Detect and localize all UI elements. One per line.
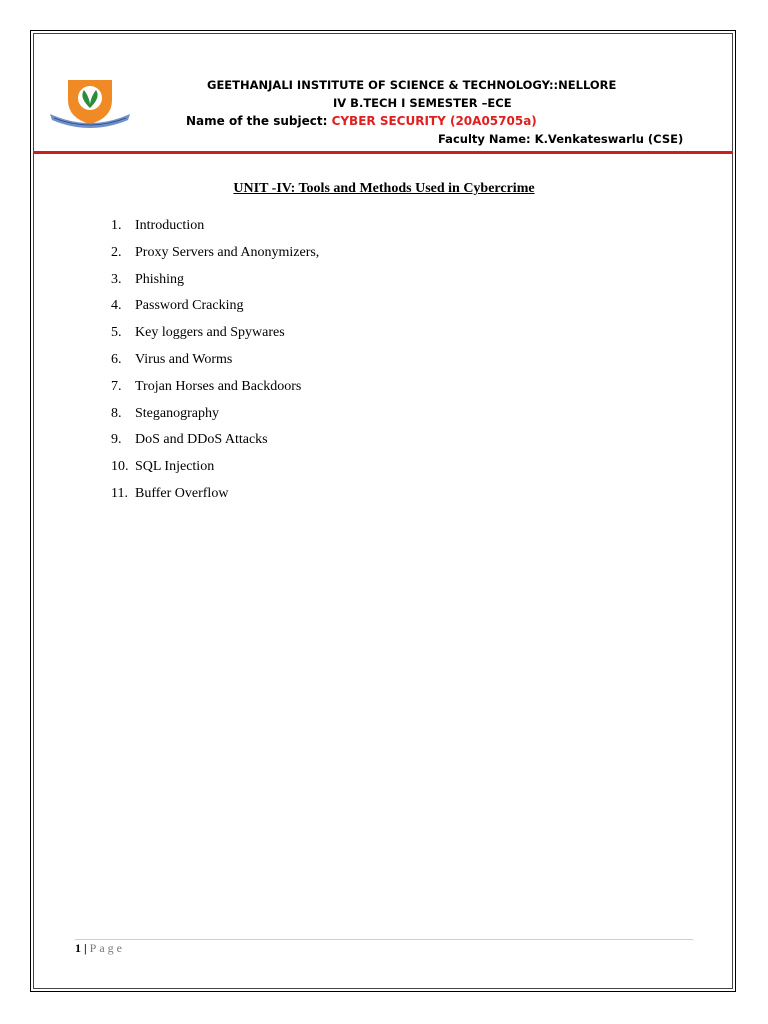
list-item [111, 324, 319, 351]
item-number: 5. [111, 325, 122, 341]
item-text: DoS and DDoS Attacks [135, 432, 268, 448]
item-text: Key loggers and Spywares [135, 325, 285, 341]
header-divider [33, 151, 733, 154]
item-text: Buffer Overflow [135, 485, 229, 501]
item-text: Virus and Worms [135, 351, 233, 367]
item-text: Steganography [135, 405, 219, 421]
page-footer [75, 941, 125, 956]
item-text: Password Cracking [135, 298, 244, 314]
item-number: 8. [111, 405, 122, 421]
topic-list [111, 217, 319, 512]
list-item [111, 297, 319, 324]
item-number: 3. [111, 271, 122, 287]
item-text: SQL Injection [135, 459, 215, 475]
list-item [111, 405, 319, 432]
item-number: 9. [111, 432, 122, 448]
subject-label: Name of the subject: [186, 114, 332, 128]
list-item [111, 378, 319, 405]
list-item [111, 217, 319, 244]
footer-divider [75, 939, 693, 940]
item-text: Trojan Horses and Backdoors [135, 378, 302, 394]
list-item [111, 431, 319, 458]
semester-line: IV B.TECH I SEMESTER –ECE [333, 96, 512, 110]
page-separator: | [81, 941, 90, 955]
item-number: 2. [111, 244, 122, 260]
subject-value: CYBER SECURITY (20A05705a) [331, 114, 537, 128]
list-item [111, 244, 319, 271]
item-number: 6. [111, 351, 122, 367]
institute-name: GEETHANJALI INSTITUTE OF SCIENCE & TECHNOLOGY::NELLORE [207, 78, 617, 92]
page-word: Page [89, 941, 125, 955]
item-number: 11. [111, 485, 128, 501]
list-item [111, 458, 319, 485]
item-number: 4. [111, 298, 122, 314]
faculty-line: Faculty Name: K.Venkateswarlu (CSE) [438, 132, 684, 146]
item-number: 7. [111, 378, 122, 394]
item-number: 10. [111, 459, 129, 475]
unit-title: UNIT -IV: Tools and Methods Used in Cybercrime [233, 181, 535, 196]
item-text: Proxy Servers and Anonymizers, [135, 244, 320, 260]
list-item [111, 351, 319, 378]
item-text: Introduction [135, 218, 205, 233]
institute-emblem-icon [48, 74, 132, 128]
subject-line [186, 114, 537, 128]
list-item [111, 485, 319, 512]
item-text: Phishing [135, 271, 185, 287]
item-number: 1. [111, 218, 122, 233]
page-number: 1 [75, 941, 81, 955]
list-item [111, 271, 319, 298]
